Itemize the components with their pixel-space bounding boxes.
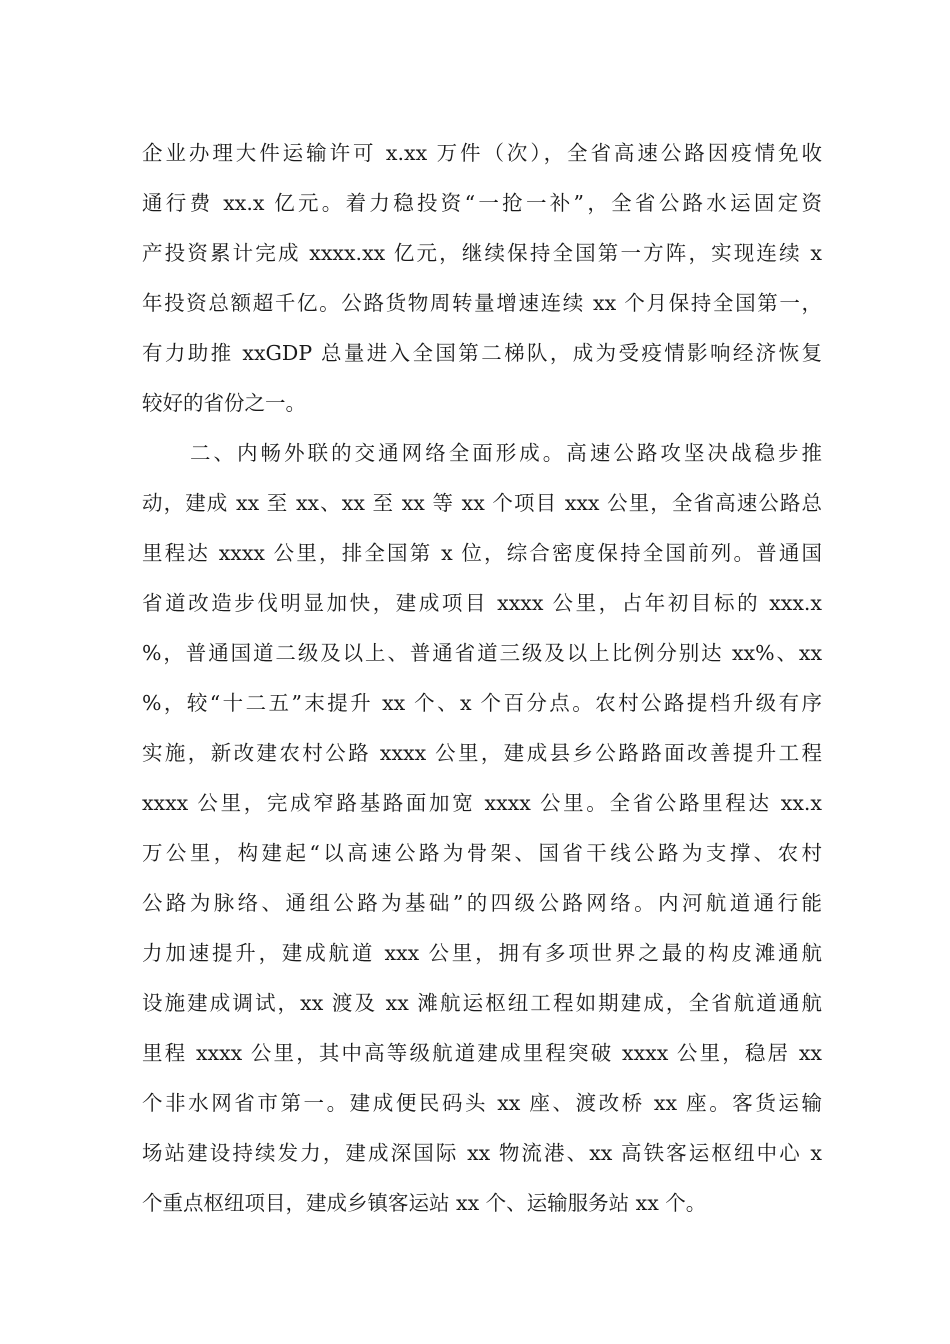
text-line: 场站建设持续发力，建成深国际 xx 物流港、xx 高铁客运枢纽中心 x	[142, 1141, 822, 1165]
text-line: 二、内畅外联的交通网络全面形成。高速公路攻坚决战稳步推	[190, 441, 822, 465]
text-line: 动，建成 xx 至 xx、xx 至 xx 等 xx 个项目 xxx 公里，全省高速公路总	[142, 491, 822, 515]
text-line: 力加速提升，建成航道 xxx 公里，拥有多项世界之最的构皮滩通航	[142, 941, 822, 965]
text-line: %，普通国道二级及以上、普通省道三级及以上比例分别达 xx%、xx	[142, 641, 822, 665]
text-line: 有力助推 xxGDP 总量进入全国第二梯队，成为受疫情影响经济恢复	[142, 341, 822, 365]
text-line: 设施建成调试，xx 渡及 xx 滩航运枢纽工程如期建成，全省航道通航	[142, 991, 822, 1015]
text-line: 年投资总额超千亿。公路货物周转量增速连续 xx 个月保持全国第一，	[142, 291, 822, 315]
text-line: 产投资累计完成 xxxx.xx 亿元，继续保持全国第一方阵，实现连续 x	[142, 241, 822, 265]
text-line: 实施，新改建农村公路 xxxx 公里，建成县乡公路路面改善提升工程	[142, 741, 822, 765]
text-line: %，较“十二五”末提升 xx 个、x 个百分点。农村公路提档升级有序	[142, 691, 822, 715]
text-line: 万公里，构建起“以高速公路为骨架、国省干线公路为支撑、农村	[142, 841, 822, 865]
document-body	[142, 128, 822, 1228]
text-line: xxxx 公里，完成窄路基路面加宽 xxxx 公里。全省公路里程达 xx.x	[142, 791, 822, 815]
text-line: 省道改造步伐明显加快，建成项目 xxxx 公里，占年初目标的 xxx.x	[142, 591, 822, 615]
text-line: 里程达 xxxx 公里，排全国第 x 位，综合密度保持全国前列。普通国	[142, 541, 822, 565]
text-line: 公路为脉络、通组公路为基础”的四级公路网络。内河航道通行能	[142, 891, 822, 915]
paragraph-1	[142, 128, 822, 428]
text-line: 通行费 xx.x 亿元。着力稳投资“一抢一补”，全省公路水运固定资	[142, 191, 822, 215]
text-line: 里程 xxxx 公里，其中高等级航道建成里程突破 xxxx 公里，稳居 xx	[142, 1041, 822, 1065]
text-line: 个重点枢纽项目，建成乡镇客运站 xx 个、运输服务站 xx 个。	[142, 1191, 707, 1215]
text-line: 企业办理大件运输许可 x.xx 万件（次），全省高速公路因疫情免收	[142, 141, 822, 165]
text-line: 较好的省份之一。	[142, 391, 306, 415]
paragraph-2	[142, 428, 822, 1228]
text-line: 个非水网省市第一。建成便民码头 xx 座、渡改桥 xx 座。客货运输	[142, 1091, 822, 1115]
